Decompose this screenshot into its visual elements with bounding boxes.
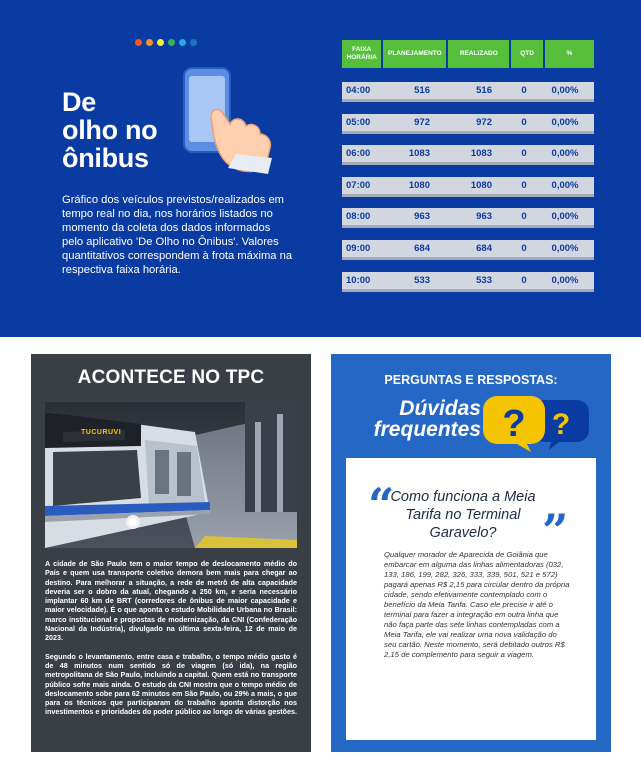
headline-line-2: olho no bbox=[62, 115, 158, 145]
faq-card bbox=[346, 458, 596, 740]
table-row bbox=[342, 177, 594, 197]
cell-done: 972 bbox=[476, 116, 492, 128]
cell-time: 08:00 bbox=[346, 211, 371, 223]
schedule-table bbox=[342, 40, 594, 303]
news-paragraph-2: Segundo o levantamento, entre casa e trabalho, o tempo médio gasto é de 48 minutos num sentido só de viagem (só ida), na região metropolitana de São Paulo, incluindo a capital. Quem está no transporte público sofre mais ainda. O estudo da CNI mostra que o tempo médio de deslocamento sobe para 62 minutos em São Paulo, ou 29% a mais, o que para os técnicos que participaram do trabalho aponta distorção nos investimentos e prioridades do poder público ao longo de várias gestões. bbox=[45, 651, 298, 717]
cell-done: 684 bbox=[476, 242, 492, 254]
cell-done: 516 bbox=[476, 85, 492, 96]
col-realizado: REALIZADO bbox=[448, 40, 509, 68]
cell-pct: 0,00% bbox=[551, 148, 579, 160]
cell-qtd: 0 bbox=[521, 179, 527, 191]
dot-3 bbox=[157, 39, 164, 46]
col-qtd: QTD bbox=[511, 40, 542, 68]
metro-train-photo bbox=[45, 402, 297, 548]
headline bbox=[62, 88, 157, 172]
svg-text:?: ? bbox=[502, 403, 526, 445]
table-row bbox=[342, 240, 594, 260]
svg-text:?: ? bbox=[551, 408, 571, 441]
cell-done: 1083 bbox=[470, 148, 492, 160]
description: Gráfico dos veículos previstos/realizados em tempo real no dia, nos horários listados no momento da coleta dos dados informados pelo aplicativo 'De Olho no Ônibus'. Valores quantitativos correspondem à frota máxima na respectiva faixa horária. bbox=[62, 194, 293, 276]
news-panel bbox=[31, 354, 311, 752]
cell-time: 04:00 bbox=[346, 85, 371, 96]
bus-tracking-section bbox=[0, 0, 641, 337]
col-percent: % bbox=[545, 40, 594, 68]
cell-time: 07:00 bbox=[346, 179, 371, 191]
table-row bbox=[342, 145, 594, 165]
faq-title-line-1: Dúvidas bbox=[399, 397, 481, 420]
cell-time: 09:00 bbox=[346, 242, 371, 254]
cell-pct: 0,00% bbox=[551, 211, 579, 223]
news-title: ACONTECE NO TPC bbox=[77, 367, 265, 388]
cell-planned: 684 bbox=[414, 242, 430, 254]
cell-qtd: 0 bbox=[521, 85, 527, 96]
cell-pct: 0,00% bbox=[551, 274, 579, 286]
table-row bbox=[342, 82, 594, 102]
cell-pct: 0,00% bbox=[551, 116, 579, 128]
faq-title-line-2: frequentes bbox=[373, 418, 481, 441]
cell-qtd: 0 bbox=[521, 116, 527, 128]
cell-planned: 1083 bbox=[408, 148, 430, 160]
question-bubbles-icon bbox=[483, 392, 591, 452]
schedule-header bbox=[342, 40, 594, 68]
cell-qtd: 0 bbox=[521, 148, 527, 160]
open-quote-icon: “ bbox=[368, 478, 395, 532]
close-quote-icon: ” bbox=[542, 504, 569, 558]
cell-qtd: 0 bbox=[521, 274, 527, 286]
cell-done: 1080 bbox=[470, 179, 492, 191]
cell-time: 05:00 bbox=[346, 116, 371, 128]
headline-line-1: De bbox=[62, 87, 96, 117]
cell-time: 06:00 bbox=[346, 148, 371, 160]
faq-answer: Qualquer morador de Aparecida de Goiânia que embarcar em alguma das linhas alimentadoras (032, 133, 186, 199, 282, 326, 333, 339, 501, 521 e 572) pagará apenas R$ 2,15 para circular dentro da própria cidade, sendo efetivamente contemplado com o benefício da Meia Tarifa. Caso ele precise ir até o terminal para fazer a integração em outra linha que não faça parte das sete linhas contempladas com a Meia Tarifa, ele vai realizar uma nova validação do seu cartão. Neste momento, será debitado outros R$ 2,15 de complemento para seguir a viagem. bbox=[384, 550, 570, 659]
cell-planned: 963 bbox=[414, 211, 430, 223]
dot-6 bbox=[190, 39, 197, 46]
cell-pct: 0,00% bbox=[551, 85, 579, 96]
faq-panel bbox=[331, 354, 611, 752]
headline-line-3: ônibus bbox=[62, 143, 149, 173]
cell-done: 963 bbox=[476, 211, 492, 223]
col-faixa-horaria: FAIXA HORÁRIA bbox=[342, 40, 381, 68]
hand-phone-icon bbox=[172, 64, 282, 176]
cell-planned: 1080 bbox=[408, 179, 430, 191]
cell-planned: 533 bbox=[414, 274, 430, 286]
table-row bbox=[342, 114, 594, 134]
news-body bbox=[45, 559, 297, 726]
table-row bbox=[342, 208, 594, 228]
cell-qtd: 0 bbox=[521, 242, 527, 254]
cell-pct: 0,00% bbox=[551, 179, 579, 191]
dot-1 bbox=[135, 39, 142, 46]
color-dots bbox=[135, 39, 197, 46]
train-sign: TUCURUVI bbox=[81, 429, 122, 436]
dot-2 bbox=[146, 39, 153, 46]
faq-subtitle: PERGUNTAS E RESPOSTAS: bbox=[384, 373, 558, 387]
cell-time: 10:00 bbox=[346, 274, 371, 286]
cell-planned: 516 bbox=[414, 85, 430, 96]
faq-title bbox=[355, 398, 481, 440]
cell-pct: 0,00% bbox=[551, 242, 579, 254]
table-row bbox=[342, 272, 594, 292]
cell-done: 533 bbox=[476, 274, 492, 286]
col-planejamento: PLANEJAMENTO bbox=[383, 40, 446, 68]
dot-4 bbox=[168, 39, 175, 46]
news-paragraph-1: A cidade de São Paulo tem o maior tempo de deslocamento médio do País e quem usa transporte coletivo demora bem mais para chegar ao destino. Para melhorar a situação, a rede de metrô de alta capacidade deveria ser o dobro da atual, chegando a 250 km, e seria necessário implantar 60 km de BRT (corredores de ônibus de maior capacidade e maior velocidade). É o que aponta o estudo Mobilidade Urbana no Brasil: marco institucional e propostas de modernização, da CNI (Confederação Nacional da Indústria), divulgado na última sexta-feira, 12 de maio de 2023. bbox=[45, 559, 297, 643]
cell-qtd: 0 bbox=[521, 211, 527, 223]
faq-question: Como funciona a Meia Tarifa no Terminal Garavelo? bbox=[390, 489, 536, 541]
dot-5 bbox=[179, 39, 186, 46]
cell-planned: 972 bbox=[414, 116, 430, 128]
